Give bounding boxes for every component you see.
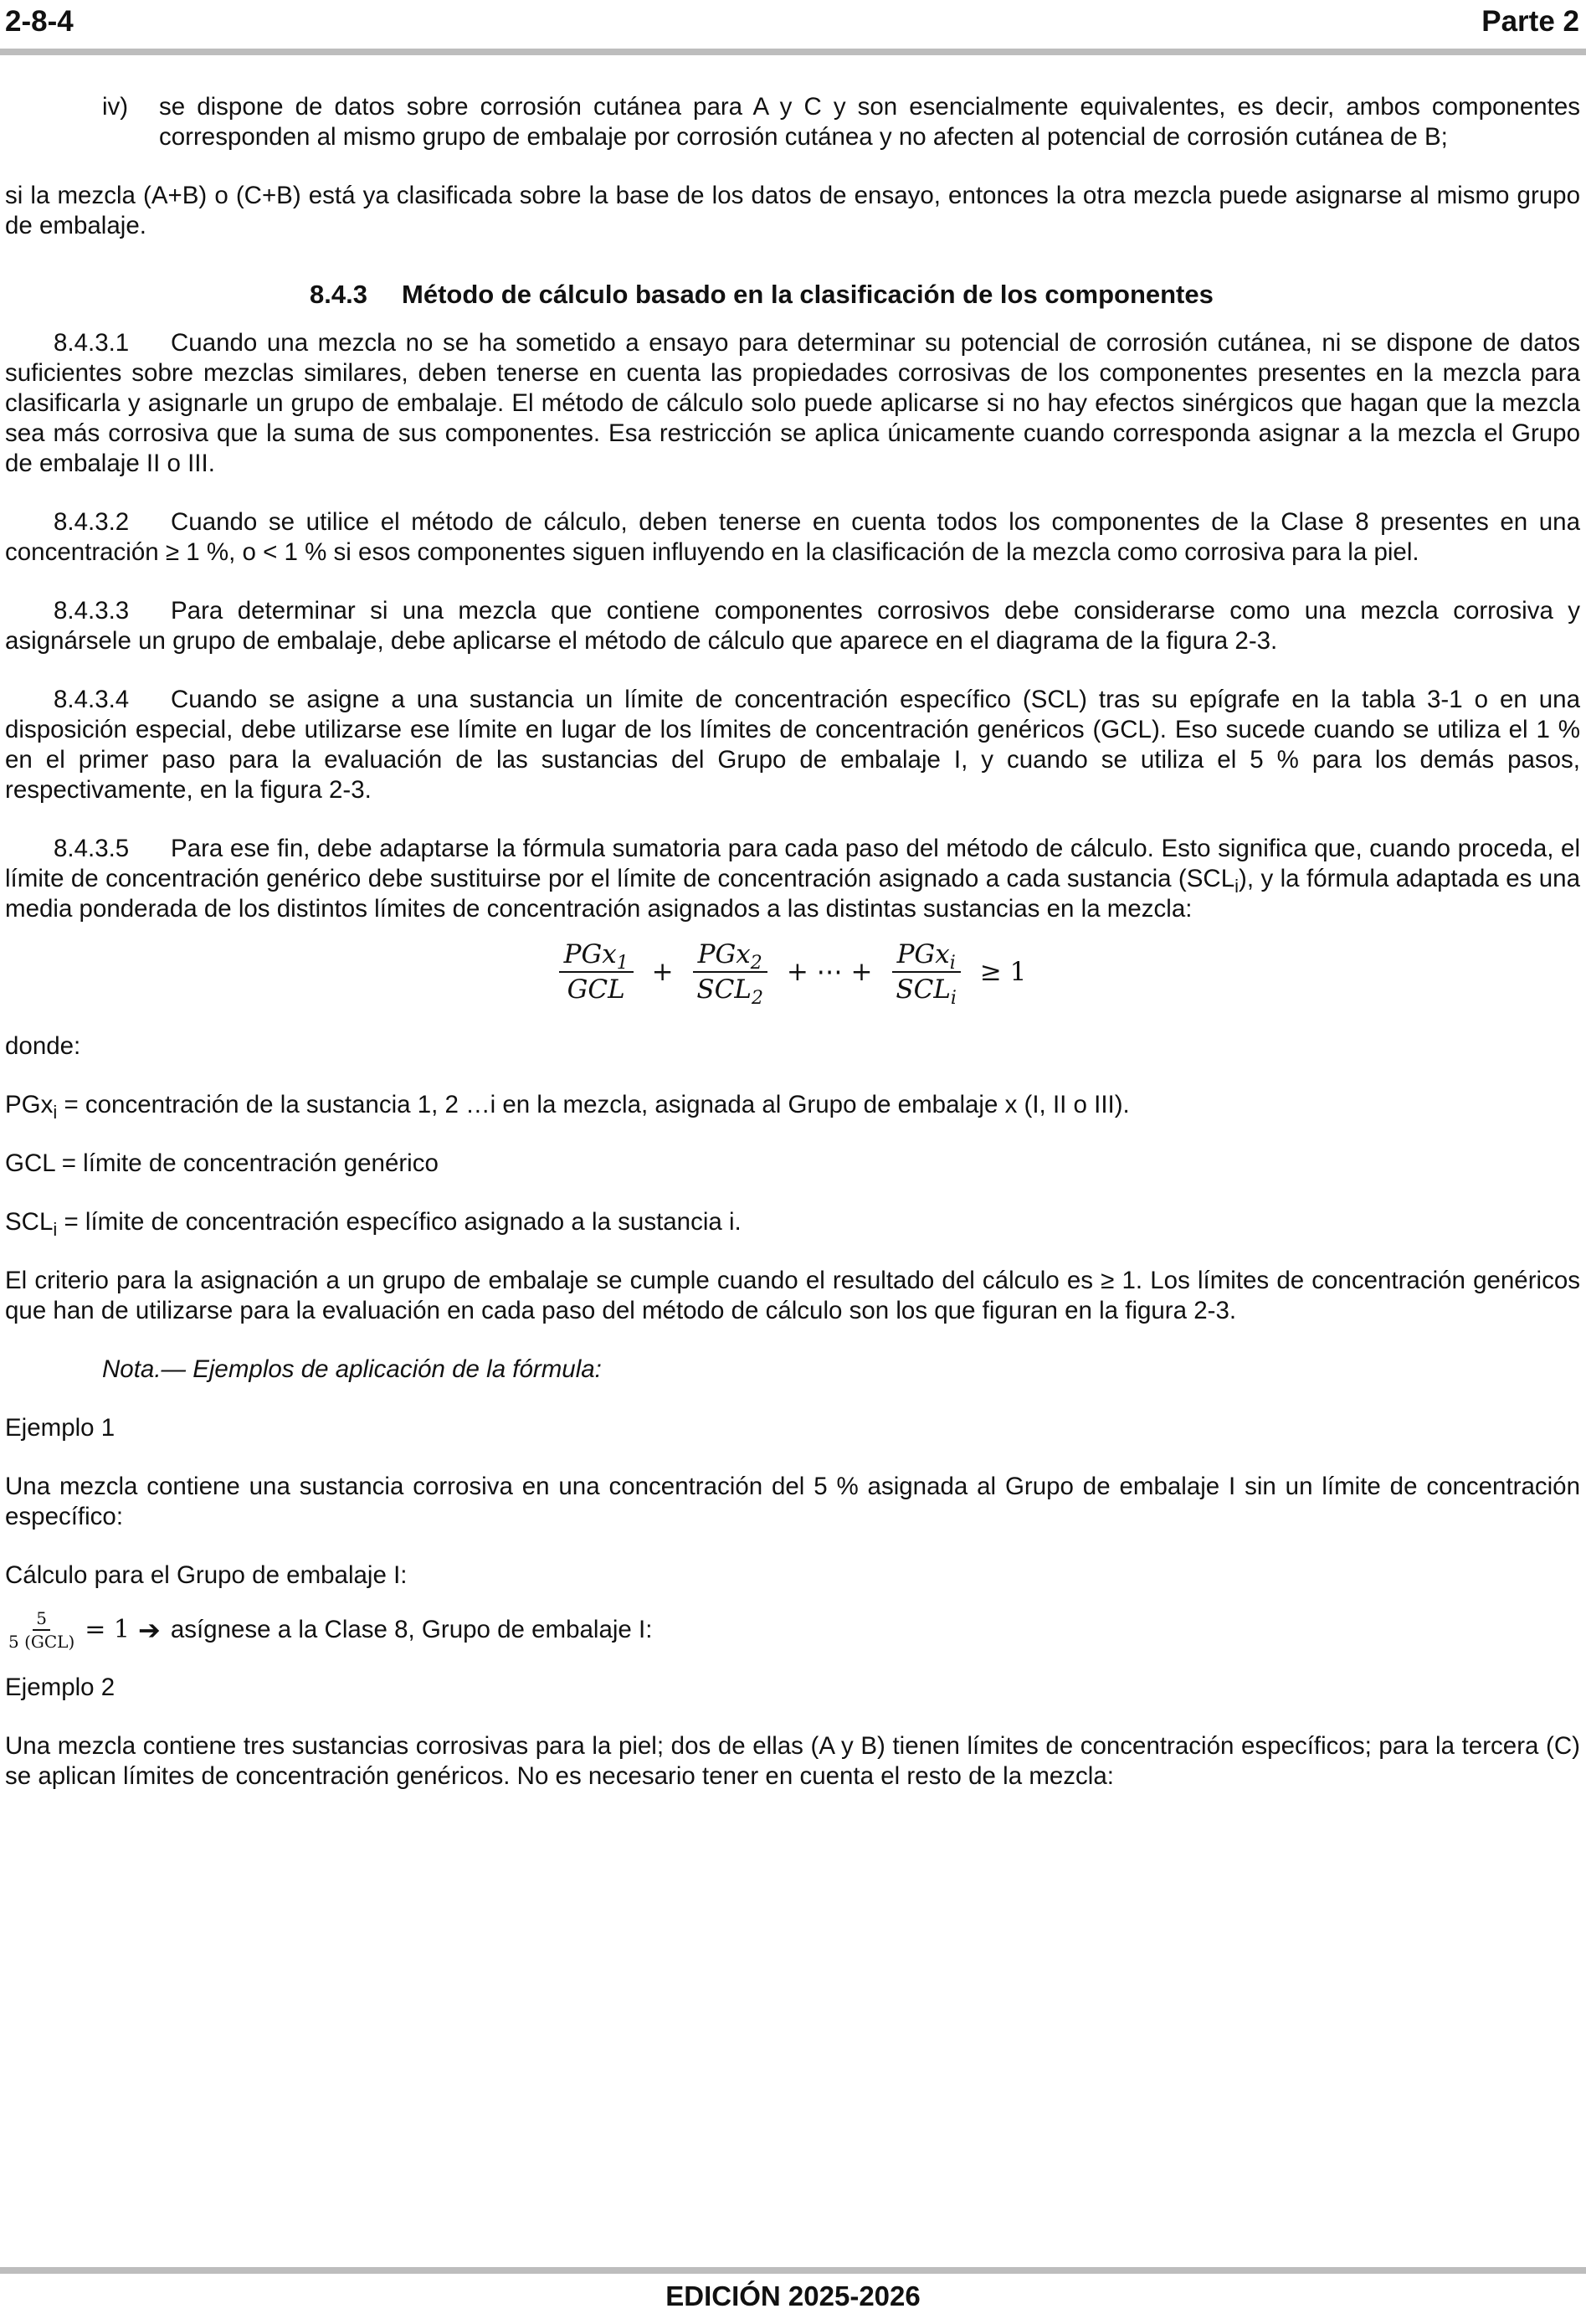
list-item-number: iv) — [102, 93, 129, 121]
page-number: 2-8-4 — [5, 5, 74, 38]
paragraph-number: 8.4.3.5 — [54, 835, 130, 862]
term-subscript: i — [950, 988, 957, 1010]
term-subscript: 1 — [616, 953, 629, 974]
def-term: PGx — [5, 1091, 54, 1118]
arrow-right-icon: ➔ — [138, 1615, 161, 1645]
paragraph-8-4-3-1 — [5, 328, 1580, 479]
formula-rhs: ≥ 1 — [979, 957, 1027, 987]
section-heading — [310, 280, 1580, 310]
header-rule — [0, 49, 1586, 55]
def-text: = concentración de la sustancia 1, 2 …i en la mezcla, asignada al Grupo de embalaje x (I, II o III). — [57, 1091, 1130, 1118]
weighted-sum-formula — [5, 939, 1580, 1010]
paragraph-8-4-3-4 — [5, 685, 1580, 805]
def-term: SCL — [5, 1208, 54, 1236]
term-subscript: i — [949, 953, 956, 974]
term-numerator: PGx — [896, 939, 950, 969]
paragraph-number: 8.4.3.1 — [54, 329, 130, 357]
donde-label: donde: — [5, 1032, 81, 1060]
section-number: 8.4.3 — [310, 280, 367, 309]
formula-term-1 — [559, 939, 634, 1005]
term-denominator: SCL — [896, 974, 951, 1005]
paragraph-8-4-3-2 — [5, 507, 1580, 568]
term-denominator: GCL — [567, 974, 625, 1005]
section-title: Método de cálculo basado en la clasificación de los componentes — [402, 280, 1214, 309]
term-subscript: 2 — [751, 988, 763, 1010]
paragraph-text: Cuando se asigne a una sustancia un límite de concentración específico (SCL) tras su epígrafe en la tabla 3-1 o en una disposición especial, debe utilizarse ese límite en lugar de los límites de concentración genéricos (GCL). Eso sucede cuando se utiliza el 1 % en el primer paso para la evaluación de las sustancias del Grupo de embalaje I, y cuando se utiliza el 5 % para los demás pasos, respectivamente, en la figura 2-3. — [5, 686, 1580, 804]
example-1-text: Una mezcla contiene una sustancia corrosiva en una concentración del 5 % asignada al Grupo de embalaje I sin un límite de concentración específico: — [5, 1473, 1580, 1530]
plus-operator: + — [651, 957, 674, 987]
ellipsis-operator: + ⋯ + — [786, 957, 873, 987]
paragraph-number: 8.4.3.2 — [54, 508, 130, 536]
term-denominator: SCL — [696, 974, 752, 1005]
formula-term-2 — [691, 939, 768, 1010]
list-item-text: se dispone de datos sobre corrosión cutánea para A y C y son esencialmente equivalentes, es decir, ambos componentes corresponden al mismo grupo de embalaje por corrosión cutánea y no afecten al potencial de corrosión cutánea de B; — [159, 93, 1580, 151]
example-1-result: asígnese a la Clase 8, Grupo de embalaje I: — [170, 1616, 653, 1643]
paragraph-8-4-3-5 — [5, 834, 1580, 924]
def-subscript: i — [53, 1101, 58, 1123]
paragraph-text-b: ), y la fórmula adaptada es una media ponderada de los distintos límites de concentración asignados a las distintas sustancias en la mezcla: — [5, 865, 1580, 923]
example-2-title: Ejemplo 2 — [5, 1674, 115, 1701]
paragraph-criterio: El criterio para la asignación a un grupo de embalaje se cumple cuando el resultado del cálculo es ≥ 1. Los límites de concentración genéricos que han de utilizarse para la evaluación en cada paso del método de cálculo son los que figuran en la figura 2-3. — [5, 1267, 1580, 1324]
paragraph-mixture-classified: si la mezcla (A+B) o (C+B) está ya clasificada sobre la base de los datos de ensayo, entonces la otra mezcla puede asignarse al mismo grupo de embalaje. — [5, 182, 1580, 239]
definition-scl — [5, 1207, 1580, 1240]
example-2-text: Una mezcla contiene tres sustancias corrosivas para la piel; dos de ellas (A y B) tienen límites de concentración específicos; para la tercera (C) se aplican límites de concentración genéricos. No es necesario tener en cuenta el resto de la mezcla: — [5, 1732, 1580, 1790]
formula-term-i — [891, 939, 962, 1010]
footer-rule — [0, 2267, 1586, 2274]
example-1-calculation — [5, 1607, 1580, 1653]
definition-gcl: GCL = límite de concentración genérico — [5, 1149, 439, 1177]
subscript: i — [1234, 875, 1240, 897]
fraction-denominator: 5 (GCL) — [8, 1632, 75, 1652]
list-item-iv — [5, 92, 1580, 152]
paragraph-number: 8.4.3.3 — [54, 597, 130, 625]
part-label: Parte 2 — [1481, 5, 1579, 38]
paragraph-text: Cuando se utilice el método de cálculo, deben tenerse en cuenta todos los componentes de la Clase 8 presentes en una concentración ≥ 1 %, o < 1 % si esos componentes siguen influyendo en la clasificación de la mezcla como corrosiva para la piel. — [5, 508, 1580, 566]
equals-one: = 1 — [85, 1615, 131, 1644]
document-body — [5, 92, 1580, 1792]
example-1-calc-label: Cálculo para el Grupo de embalaje I: — [5, 1561, 408, 1589]
paragraph-8-4-3-3 — [5, 596, 1580, 656]
definition-pgx — [5, 1090, 1580, 1123]
example-1-title: Ejemplo 1 — [5, 1414, 115, 1442]
example-1-fraction — [5, 1607, 78, 1653]
term-subscript: 2 — [750, 953, 762, 974]
edition-footer: EDICIÓN 2025-2026 — [665, 2280, 921, 2311]
paragraph-number: 8.4.3.4 — [54, 686, 130, 713]
paragraph-text-a: Para ese fin, debe adaptarse la fórmula sumatoria para cada paso del método de cálculo. Esto significa que, cuando proceda, el límite de concentración genérico debe sustituirse por el límite de concentración asignado a cada sustancia (SCL — [5, 835, 1580, 892]
def-text: = límite de concentración específico asignado a la sustancia i. — [57, 1208, 742, 1236]
fraction-numerator: 5 — [33, 1607, 50, 1631]
term-numerator: PGx — [563, 939, 617, 969]
term-numerator: PGx — [697, 939, 751, 969]
def-subscript: i — [53, 1218, 58, 1240]
note-examples: Nota.— Ejemplos de aplicación de la fórmula: — [102, 1355, 602, 1383]
paragraph-text: Para determinar si una mezcla que contiene componentes corrosivos debe considerarse como una mezcla corrosiva y asignársele un grupo de embalaje, debe aplicarse el método de cálculo que aparece en el diagrama de la figura 2-3. — [5, 597, 1580, 655]
paragraph-text: Cuando una mezcla no se ha sometido a ensayo para determinar su potencial de corrosión cutánea, ni se dispone de datos suficientes sobre mezclas similares, deben tenerse en cuenta las propiedades corrosivas de los componentes presentes en la mezcla para clasificarla y asignarle un grupo de embalaje. El método de cálculo solo puede aplicarse si no hay efectos sinérgicos que hagan que la mezcla sea más corrosiva que la suma de sus componentes. Esa restricción se aplica únicamente cuando corresponda asignar a la mezcla el Grupo de embalaje II o III. — [5, 329, 1580, 477]
